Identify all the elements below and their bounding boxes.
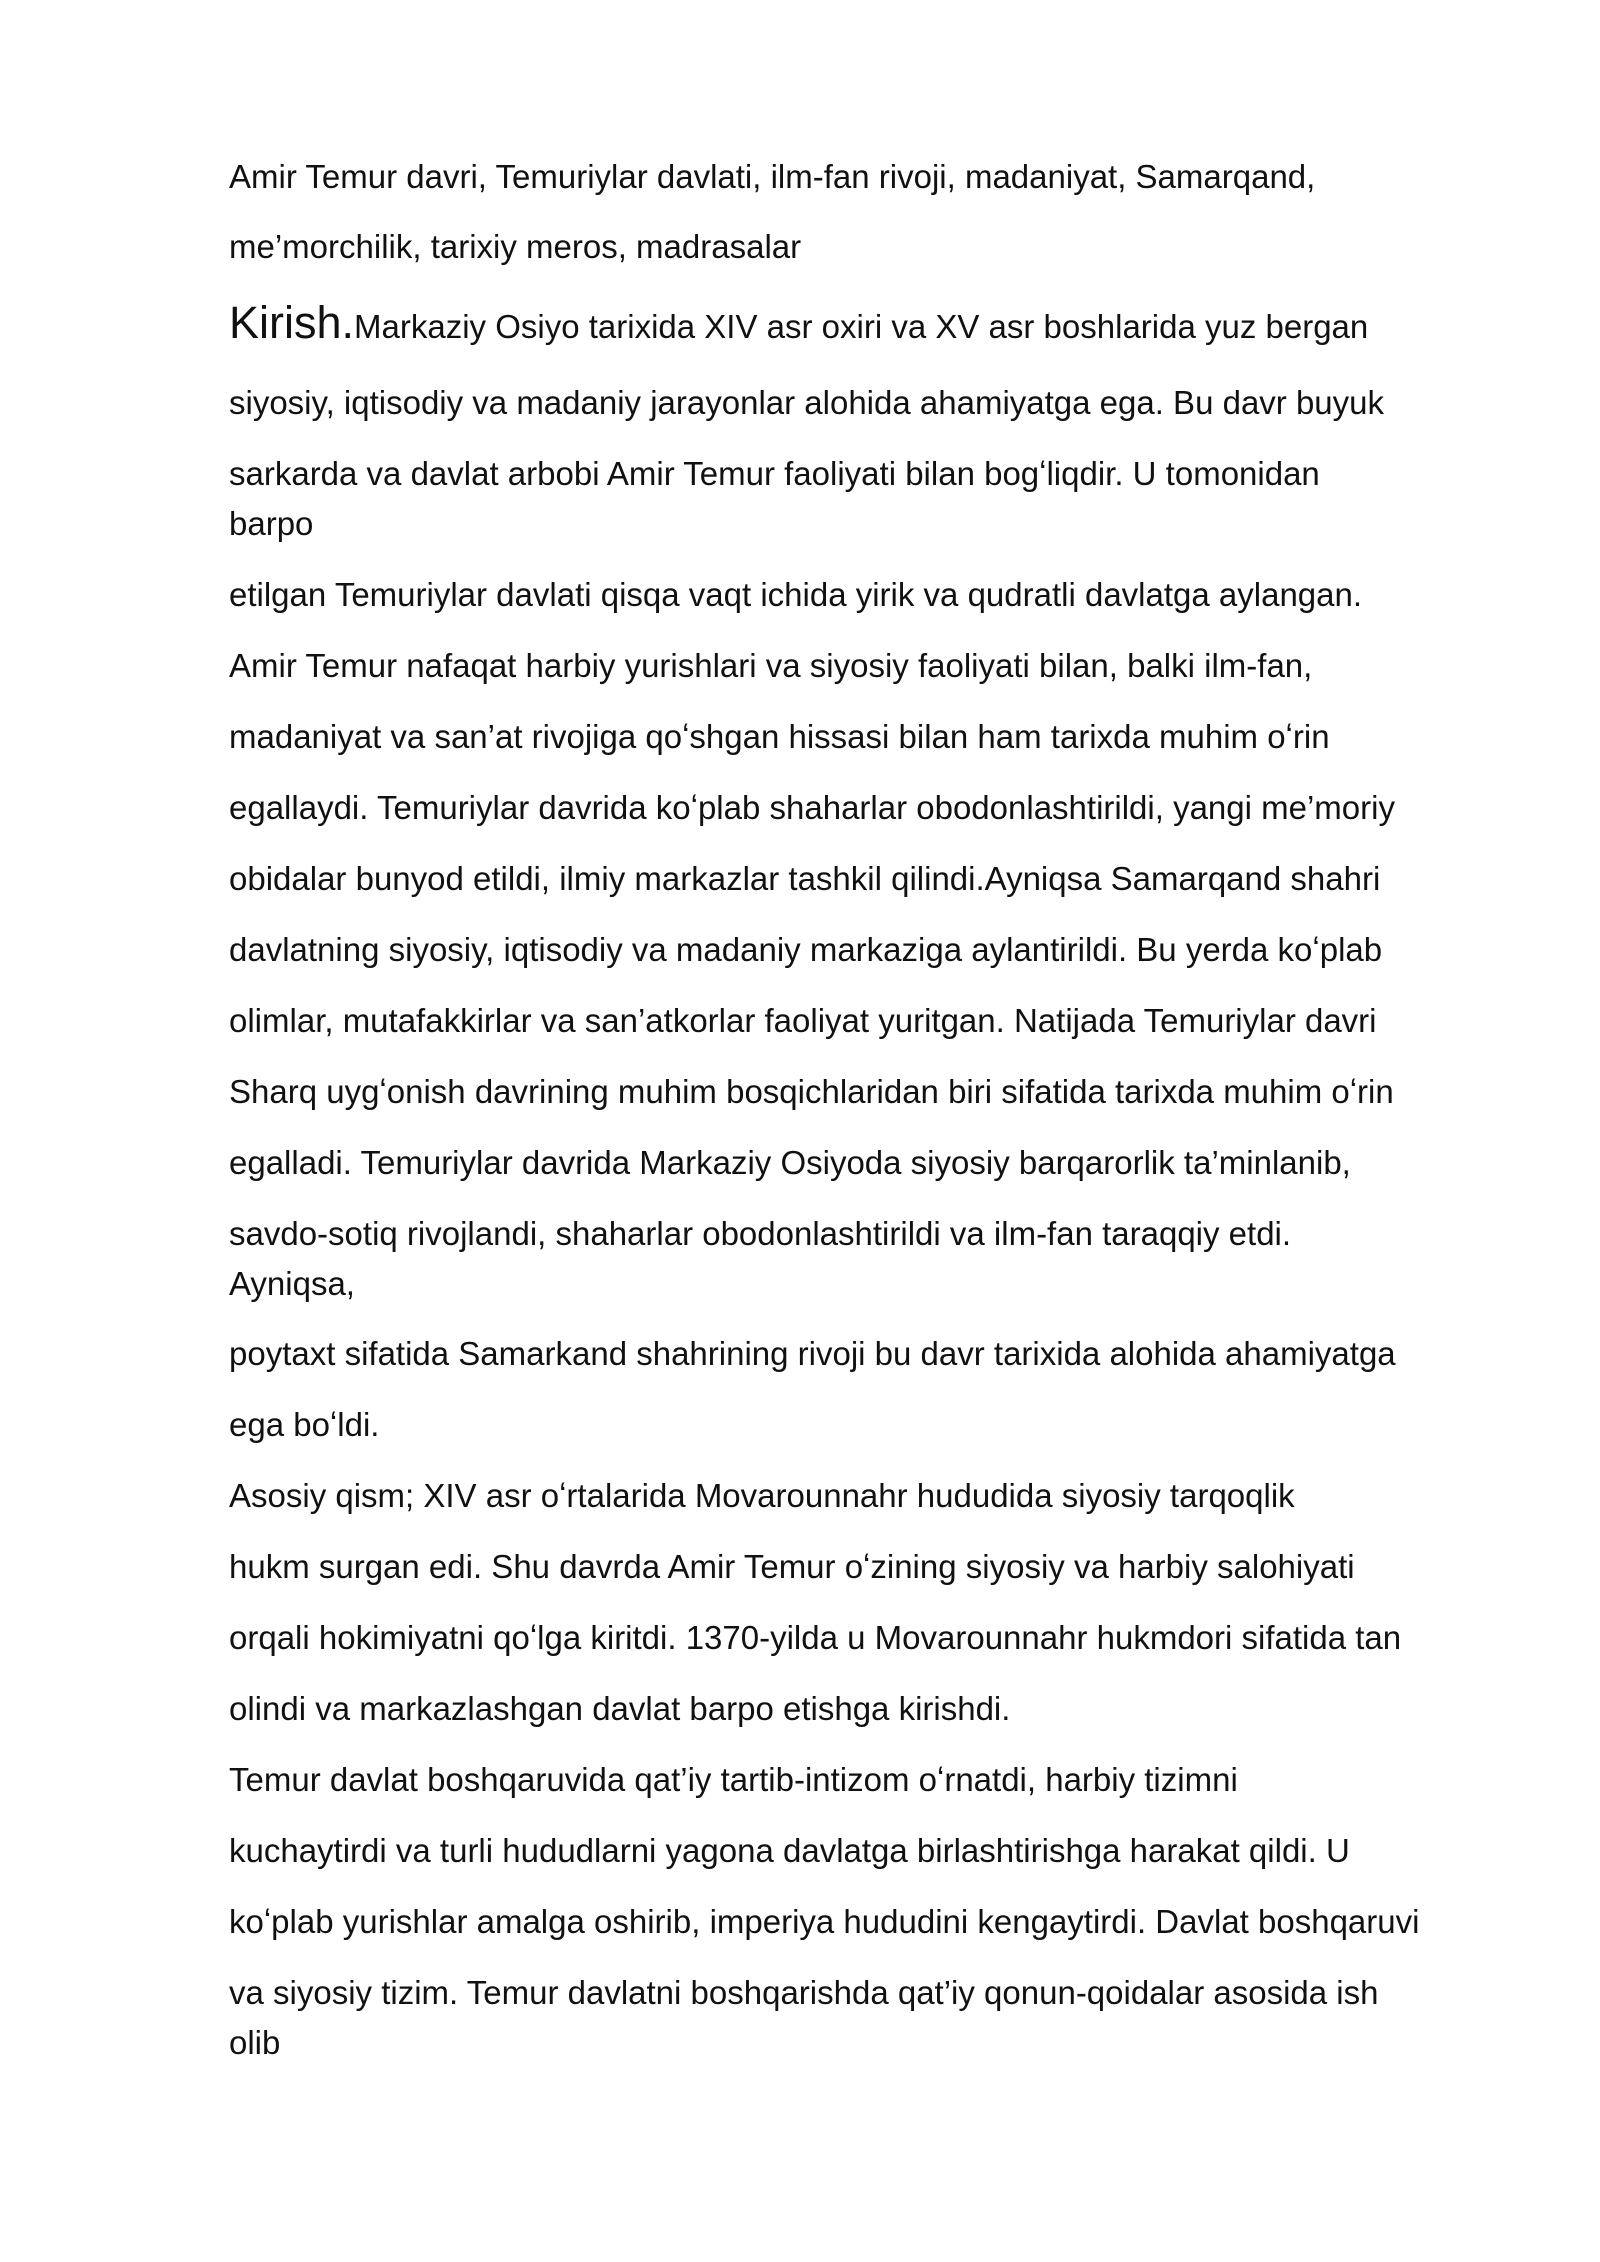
body-line: obidalar bunyod etildi, ilmiy markazlar tashkil qilindi.Ayniqsa Samarqand shahri	[229, 860, 1381, 897]
intro-first-text: Markaziy Osiyo tarixida XIV asr oxiri va XV asr boshlarida yuz bergan	[354, 308, 1369, 345]
body-line: koʻplab yurishlar amalga oshirib, imperiya hududini kengaytirdi. Davlat boshqaruvi	[229, 1903, 1420, 1940]
body-line: olimlar, mutafakkirlar va san’atkorlar faoliyat yuritgan. Natijada Temuriylar davri	[229, 1002, 1377, 1039]
body-line: olindi va markazlashgan davlat barpo etishga kirishdi.	[229, 1690, 1011, 1727]
body-line: hukm surgan edi. Shu davrda Amir Temur oʻzining siyosiy va harbiy salohiyati	[229, 1548, 1355, 1585]
keywords-line-1: Amir Temur davri, Temuriylar davlati, ilm-fan rivoji, madaniyat, Samarqand,	[229, 158, 1316, 195]
body-line: Sharq uygʻonish davrining muhim bosqichlaridan biri sifatida tarixda muhim oʻrin	[229, 1073, 1394, 1110]
body-line: egallaydi. Temuriylar davrida koʻplab shaharlar obodonlashtirildi, yangi me’moriy	[229, 789, 1395, 826]
body-line: davlatning siyosiy, iqtisodiy va madaniy markaziga aylantirildi. Bu yerda koʻplab	[229, 931, 1383, 968]
body-line: savdo-sotiq rivojlandi, shaharlar obodonlashtirildi va ilm-fan taraqqiy etdi.	[229, 1215, 1292, 1252]
body-line: sarkarda va davlat arbobi Amir Temur faoliyati bilan bogʻliqdir. U tomonidan	[229, 455, 1320, 492]
intro-line	[229, 298, 1368, 348]
body-line: etilgan Temuriylar davlati qisqa vaqt ichida yirik va qudratli davlatga aylangan.	[229, 576, 1363, 613]
body-line: Temur davlat boshqaruvida qat’iy tartib-intizom oʻrnatdi, harbiy tizimni	[229, 1761, 1238, 1798]
body-line: olib	[229, 2024, 281, 2061]
body-line: Amir Temur nafaqat harbiy yurishlari va siyosiy faoliyati bilan, balki ilm-fan,	[229, 647, 1313, 684]
body-line: orqali hokimiyatni qoʻlga kiritdi. 1370-yilda u Movarounnahr hukmdori sifatida tan	[229, 1619, 1402, 1656]
body-line: siyosiy, iqtisodiy va madaniy jarayonlar alohida ahamiyatga ega. Bu davr buyuk	[229, 384, 1385, 421]
body-line: barpo	[229, 505, 314, 542]
keywords-line-2: me’morchilik, tarixiy meros, madrasalar	[229, 228, 802, 265]
body-line: madaniyat va san’at rivojiga qoʻshgan hissasi bilan ham tarixda muhim oʻrin	[229, 718, 1330, 755]
body-line: kuchaytirdi va turli hududlarni yagona davlatga birlashtirishga harakat qildi. U	[229, 1832, 1350, 1869]
body-line: Asosiy qism; XIV asr oʻrtalarida Movarounnahr hududida siyosiy tarqoqlik	[229, 1477, 1295, 1514]
body-line: poytaxt sifatida Samarkand shahrining rivoji bu davr tarixida alohida ahamiyatga	[229, 1335, 1396, 1372]
intro-heading: Kirish.	[229, 297, 355, 348]
body-line: va siyosiy tizim. Temur davlatni boshqarishda qat’iy qonun-qoidalar asosida ish	[229, 1974, 1379, 2011]
body-line: egalladi. Temuriylar davrida Markaziy Osiyoda siyosiy barqarorlik ta’minlanib,	[229, 1144, 1351, 1181]
body-line: Ayniqsa,	[229, 1265, 355, 1302]
body-line: ega boʻldi.	[229, 1406, 380, 1443]
